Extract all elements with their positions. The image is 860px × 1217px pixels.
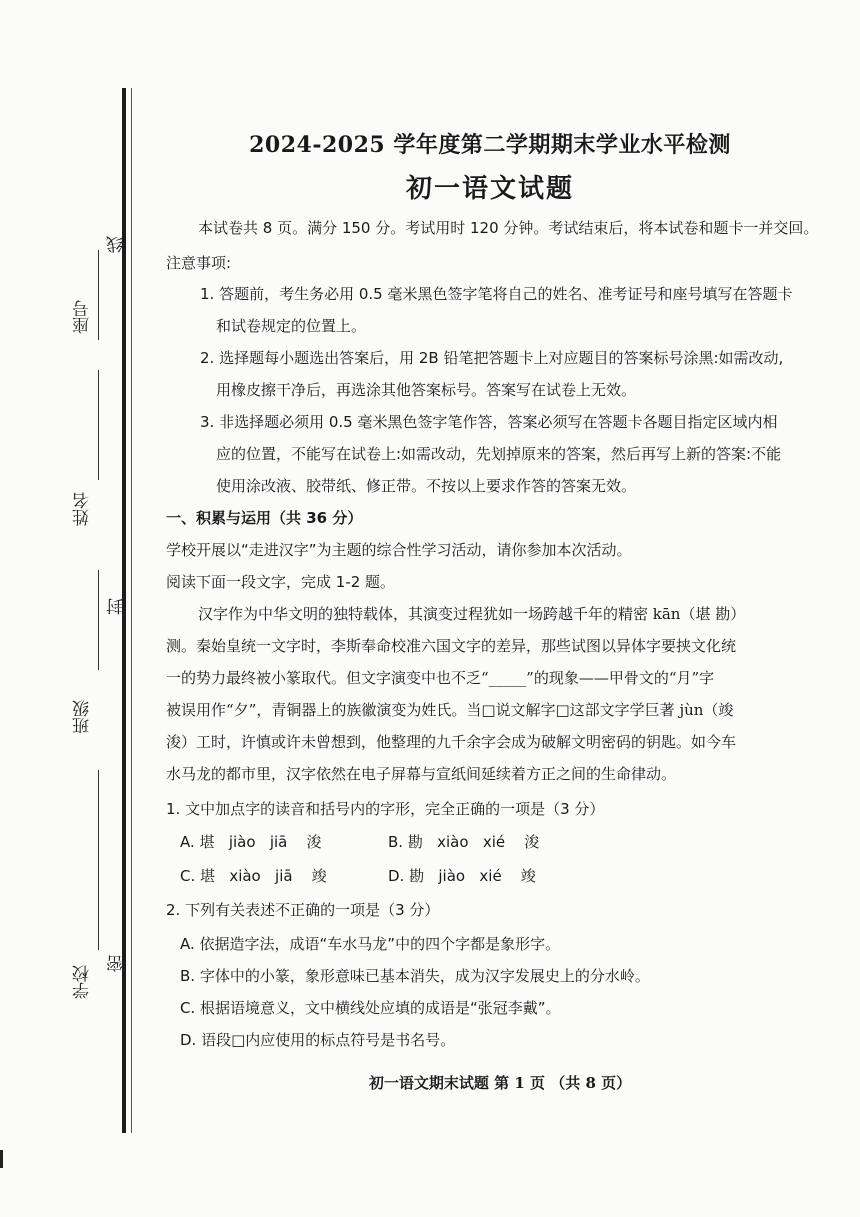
intro-text: 本试卷共 8 页。满分 150 分。考试用时 120 分钟。考试结束后，将本试卷和题卡一并交回。	[198, 219, 819, 237]
class-label: 班级	[73, 700, 93, 734]
exam-title: 2024-2025 学年度第二学期期末学业水平检测	[249, 132, 731, 158]
question-2-stem: 2. 下列有关表述不正确的一项是（3 分）	[166, 901, 440, 919]
exam-subtitle: 初一语文试题	[405, 174, 574, 204]
question-2-option-a: A. 依据造字法，成语“车水马龙”中的四个字都是象形字。	[180, 935, 561, 953]
page-footer: 初一语文期末试题 第 1 页 （共 8 页）	[368, 1074, 632, 1092]
name-underline	[98, 370, 99, 480]
seal-line-text: 线	[107, 236, 127, 253]
notice-heading: 注意事项:	[166, 254, 232, 272]
passage-line: 测。秦始皇统一文字时，李斯奉命校准六国文字的差异，那些试图以异体字要挟文化统	[166, 637, 737, 655]
notice-line: 2. 选择题每小题选出答案后，用 2B 铅笔把答题卡上对应题目的答案标号涂黑:如需改动,	[200, 349, 784, 367]
passage-line: 水马龙的都市里，汉字依然在电子屏幕与宣纸间延续着方正之间的生命律动。	[166, 765, 677, 783]
question-2-option-b: B. 字体中的小篆，象形意味已基本消失，成为汉字发展史上的分水岭。	[180, 967, 650, 985]
passage-line: 浚）工时，许慎或许未曾想到，他整理的九千余字会成为破解文明密码的钥匙。如今车	[166, 733, 737, 751]
passage-line: 汉字作为中华文明的独特载体，其演变过程犹如一场跨越千年的精密 kān（堪 勘）	[198, 605, 746, 623]
seat-label: 座号	[73, 300, 93, 334]
name-label: 姓名	[73, 492, 93, 526]
passage-line: 被误用作“夕”，青铜器上的族徽演变为姓氏。当□说文解字□这部文字学巨著 jùn（竣	[166, 701, 734, 719]
question-1-option-b: B. 勘 xiào xié 浚	[388, 833, 540, 851]
section-heading: 一、积累与运用（共 36 分）	[166, 509, 363, 527]
question-2-option-d: D. 语段□内应使用的标点符号是书名号。	[180, 1031, 456, 1049]
scan-edge-mark	[0, 1150, 3, 1168]
notice-line: 和试卷规定的位置上。	[216, 317, 367, 335]
question-1-stem: 1. 文中加点字的读音和括号内的字形，完全正确的一项是（3 分）	[166, 800, 605, 818]
school-label: 学校	[73, 965, 93, 999]
notice-line: 应的位置，不能写在试卷上:如需改动，先划掉原来的答案，然后再写上新的答案:不能	[216, 445, 782, 463]
binding-rule-thin	[131, 88, 132, 1133]
school-underline	[98, 770, 99, 950]
notice-line: 使用涂改液、胶带纸、修正带。不按以上要求作答的答案无效。	[216, 477, 637, 495]
class-underline	[98, 570, 99, 670]
seal-mi-text: 密	[107, 955, 127, 972]
instruction-text: 阅读下面一段文字，完成 1-2 题。	[166, 573, 396, 591]
question-1-option-a: A. 堪 jiào jiā 浚	[180, 833, 322, 851]
activity-text: 学校开展以“走进汉字”为主题的综合性学习活动，请你参加本次活动。	[166, 541, 632, 559]
notice-line: 3. 非选择题必须用 0.5 毫米黑色签字笔作答，答案必须写在答题卡各题目指定区域内相	[200, 413, 778, 431]
passage-line: 一的势力最终被小篆取代。但文字演变中也不乏“_____”的现象——甲骨文的“月”字	[166, 669, 715, 687]
notice-line: 用橡皮擦干净后，再选涂其他答案标号。答案写在试卷上无效。	[216, 381, 637, 399]
notice-line: 1. 答题前，考生务必用 0.5 毫米黑色签字笔将自己的姓名、准考证号和座号填写在答题卡	[200, 285, 793, 303]
question-2-option-c: C. 根据语境意义，文中横线处应填的成语是“张冠李戴”。	[180, 999, 561, 1017]
question-1-option-c: C. 堪 xiào jiā 竣	[180, 867, 327, 885]
seat-underline	[98, 250, 99, 340]
seal-feng-text: 封	[107, 598, 127, 615]
question-1-option-d: D. 勘 jiào xié 竣	[388, 867, 536, 885]
